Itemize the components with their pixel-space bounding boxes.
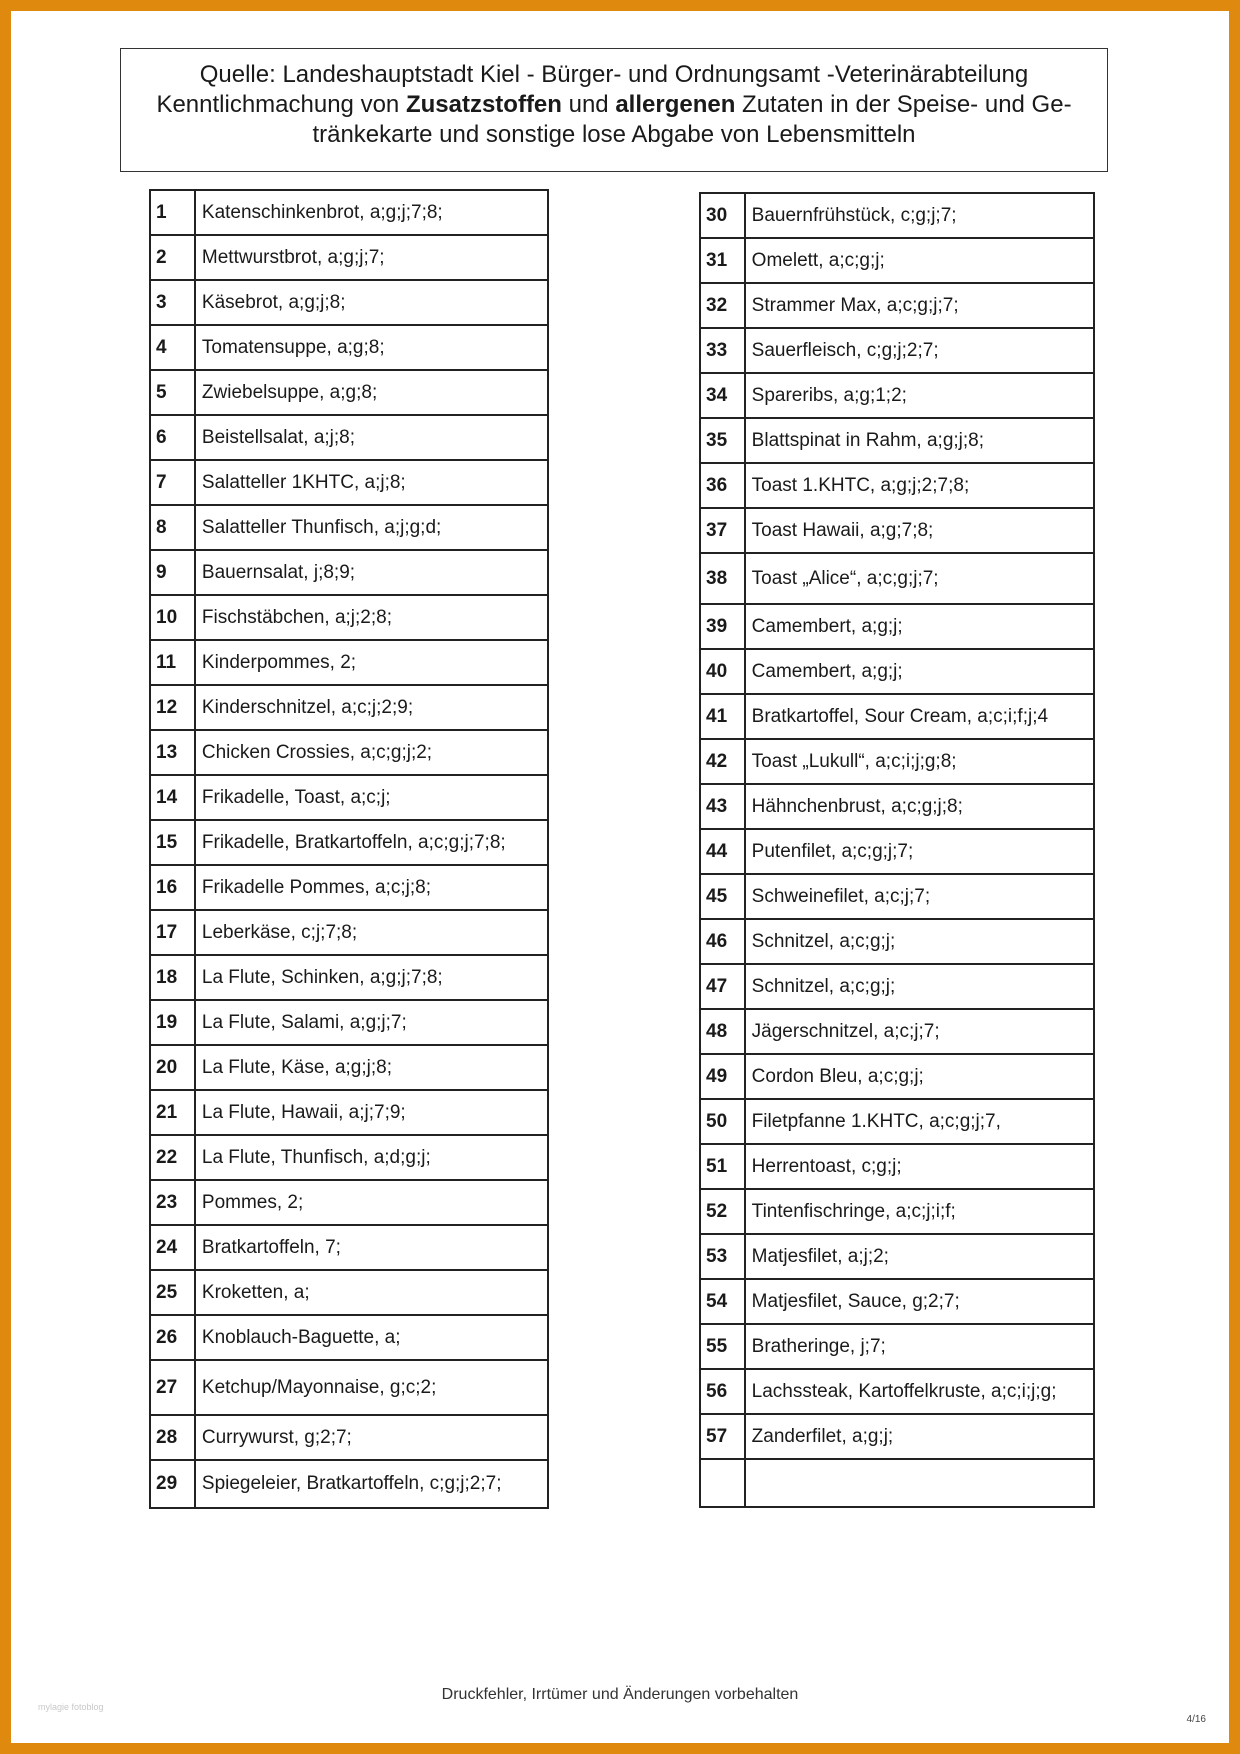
item-description: La Flute, Hawaii, a;j;7;9; — [195, 1090, 548, 1135]
menu-table-left — [149, 189, 549, 1509]
item-number: 44 — [700, 829, 745, 874]
item-description: Blattspinat in Rahm, a;g;j;8; — [745, 418, 1094, 463]
item-description: Matjesfilet, a;j;2; — [745, 1234, 1094, 1279]
item-number: 7 — [150, 460, 195, 505]
item-description: Omelett, a;c;g;j; — [745, 238, 1094, 283]
table-row — [700, 1099, 1094, 1144]
table-row — [700, 1369, 1094, 1414]
item-number: 2 — [150, 235, 195, 280]
table-row — [150, 640, 548, 685]
item-description: Kroketten, a; — [195, 1270, 548, 1315]
item-description: Jägerschnitzel, a;c;j;7; — [745, 1009, 1094, 1054]
item-description: Toast „Alice“, a;c;g;j;7; — [745, 553, 1094, 604]
item-number: 24 — [150, 1225, 195, 1270]
page-number: 4/16 — [1186, 1714, 1206, 1725]
item-number: 38 — [700, 553, 745, 604]
item-number: 42 — [700, 739, 745, 784]
table-row — [700, 604, 1094, 649]
item-description: La Flute, Käse, a;g;j;8; — [195, 1045, 548, 1090]
table-row — [700, 739, 1094, 784]
table-row — [150, 1315, 548, 1360]
item-number: 22 — [150, 1135, 195, 1180]
table-row — [700, 373, 1094, 418]
table-row — [150, 550, 548, 595]
table-row — [700, 463, 1094, 508]
footer-disclaimer: Druckfehler, Irrtümer und Änderungen vorbehalten — [441, 1686, 799, 1703]
item-number: 28 — [150, 1415, 195, 1460]
table-row — [150, 415, 548, 460]
item-number: 5 — [150, 370, 195, 415]
item-number: 46 — [700, 919, 745, 964]
item-description: Tintenfischringe, a;c;j;i;f; — [745, 1189, 1094, 1234]
table-row — [150, 235, 548, 280]
item-number: 20 — [150, 1045, 195, 1090]
item-description: Bratheringe, j;7; — [745, 1324, 1094, 1369]
item-number — [700, 1459, 745, 1507]
item-description: Beistellsalat, a;j;8; — [195, 415, 548, 460]
table-row — [150, 595, 548, 640]
item-description: Schweinefilet, a;c;j;7; — [745, 874, 1094, 919]
item-number: 49 — [700, 1054, 745, 1099]
table-row — [150, 280, 548, 325]
table-row — [700, 508, 1094, 553]
item-description: Bratkartoffel, Sour Cream, a;c;i;f;j;4 — [745, 694, 1094, 739]
table-row — [150, 1000, 548, 1045]
item-description: Herrentoast, c;g;j; — [745, 1144, 1094, 1189]
item-number: 50 — [700, 1099, 745, 1144]
item-description: Frikadelle Pommes, a;c;j;8; — [195, 865, 548, 910]
item-description: Zanderfilet, a;g;j; — [745, 1414, 1094, 1459]
item-number: 29 — [150, 1460, 195, 1508]
item-description: Knoblauch-Baguette, a; — [195, 1315, 548, 1360]
table-row — [150, 775, 548, 820]
table-row — [700, 418, 1094, 463]
header-line-1: Quelle: Landeshauptstadt Kiel - Bürger- und Ordnungsamt -Veterinärabteilung — [199, 61, 1029, 88]
item-number: 37 — [700, 508, 745, 553]
item-number: 14 — [150, 775, 195, 820]
item-description: Bauernfrühstück, c;g;j;7; — [745, 193, 1094, 238]
item-number: 53 — [700, 1234, 745, 1279]
item-number: 45 — [700, 874, 745, 919]
item-description: Cordon Bleu, a;c;g;j; — [745, 1054, 1094, 1099]
table-row — [700, 649, 1094, 694]
item-description: Salatteller Thunfisch, a;j;g;d; — [195, 505, 548, 550]
item-number: 3 — [150, 280, 195, 325]
table-row — [150, 1180, 548, 1225]
item-description: Currywurst, g;2;7; — [195, 1415, 548, 1460]
table-row — [700, 829, 1094, 874]
table-row — [150, 1360, 548, 1415]
table-row — [700, 874, 1094, 919]
item-number: 57 — [700, 1414, 745, 1459]
header-line-2-post: Zutaten in der Speise- und Ge- — [735, 91, 1072, 118]
item-description: Chicken Crossies, a;c;g;j;2; — [195, 730, 548, 775]
header-line-2 — [121, 90, 1107, 120]
item-description: Camembert, a;g;j; — [745, 649, 1094, 694]
item-number: 26 — [150, 1315, 195, 1360]
item-number: 55 — [700, 1324, 745, 1369]
menu-table-right — [699, 192, 1095, 1508]
item-number: 12 — [150, 685, 195, 730]
item-number: 34 — [700, 373, 745, 418]
item-description: Tomatensuppe, a;g;8; — [195, 325, 548, 370]
item-description: Sauerfleisch, c;g;j;2;7; — [745, 328, 1094, 373]
table-row — [150, 1045, 548, 1090]
table-row — [150, 190, 548, 235]
item-description: Kinderschnitzel, a;c;j;2;9; — [195, 685, 548, 730]
item-number: 27 — [150, 1360, 195, 1415]
item-description: La Flute, Schinken, a;g;j;7;8; — [195, 955, 548, 1000]
table-row — [700, 919, 1094, 964]
header-line-3: tränkekarte und sonstige lose Abgabe von Lebensmitteln — [312, 121, 916, 148]
watermark: mylagie fotoblog — [38, 1702, 104, 1712]
item-number: 43 — [700, 784, 745, 829]
table-row — [150, 685, 548, 730]
header-line-2-pre: Kenntlichmachung von — [156, 91, 406, 118]
item-description: Schnitzel, a;c;g;j; — [745, 964, 1094, 1009]
item-number: 25 — [150, 1270, 195, 1315]
item-description: Filetpfanne 1.KHTC, a;c;g;j;7, — [745, 1099, 1094, 1144]
item-description: Matjesfilet, Sauce, g;2;7; — [745, 1279, 1094, 1324]
item-description: La Flute, Salami, a;g;j;7; — [195, 1000, 548, 1045]
item-number: 19 — [150, 1000, 195, 1045]
item-description: Mettwurstbrot, a;g;j;7; — [195, 235, 548, 280]
table-row — [150, 1225, 548, 1270]
item-description: Schnitzel, a;c;g;j; — [745, 919, 1094, 964]
item-number: 47 — [700, 964, 745, 1009]
table-row — [150, 505, 548, 550]
item-number: 54 — [700, 1279, 745, 1324]
item-number: 8 — [150, 505, 195, 550]
item-number: 13 — [150, 730, 195, 775]
table-row — [150, 730, 548, 775]
item-number: 15 — [150, 820, 195, 865]
item-number: 52 — [700, 1189, 745, 1234]
item-number: 23 — [150, 1180, 195, 1225]
item-description: Toast 1.KHTC, a;g;j;2;7;8; — [745, 463, 1094, 508]
item-description: Toast „Lukull“, a;c;i;j;g;8; — [745, 739, 1094, 784]
item-description: Zwiebelsuppe, a;g;8; — [195, 370, 548, 415]
item-number: 39 — [700, 604, 745, 649]
header-box — [120, 48, 1108, 172]
item-description: Strammer Max, a;c;g;j;7; — [745, 283, 1094, 328]
item-description: Bauernsalat, j;8;9; — [195, 550, 548, 595]
item-description: Käsebrot, a;g;j;8; — [195, 280, 548, 325]
table-row — [150, 1270, 548, 1315]
table-row — [700, 238, 1094, 283]
item-description: Fischstäbchen, a;j;2;8; — [195, 595, 548, 640]
item-number: 36 — [700, 463, 745, 508]
item-number: 32 — [700, 283, 745, 328]
table-row — [700, 964, 1094, 1009]
item-description: Frikadelle, Bratkartoffeln, a;c;g;j;7;8; — [195, 820, 548, 865]
table-row — [700, 1189, 1094, 1234]
item-description: Spiegeleier, Bratkartoffeln, c;g;j;2;7; — [195, 1460, 548, 1508]
item-number: 40 — [700, 649, 745, 694]
table-row — [150, 865, 548, 910]
table-row — [700, 1459, 1094, 1507]
item-number: 6 — [150, 415, 195, 460]
item-description: Lachssteak, Kartoffelkruste, a;c;i;j;g; — [745, 1369, 1094, 1414]
item-number: 56 — [700, 1369, 745, 1414]
item-number: 4 — [150, 325, 195, 370]
item-description: La Flute, Thunfisch, a;d;g;j; — [195, 1135, 548, 1180]
item-description: Salatteller 1KHTC, a;j;8; — [195, 460, 548, 505]
item-number: 11 — [150, 640, 195, 685]
table-row — [150, 370, 548, 415]
item-number: 18 — [150, 955, 195, 1000]
item-description: Kinderpommes, 2; — [195, 640, 548, 685]
table-row — [700, 784, 1094, 829]
item-description: Katenschinkenbrot, a;g;j;7;8; — [195, 190, 548, 235]
item-number: 17 — [150, 910, 195, 955]
header-bold-allergenen: allergenen — [615, 91, 736, 118]
table-row — [700, 1324, 1094, 1369]
item-description: Putenfilet, a;c;g;j;7; — [745, 829, 1094, 874]
item-description: Spareribs, a;g;1;2; — [745, 373, 1094, 418]
item-number: 30 — [700, 193, 745, 238]
table-row — [700, 1234, 1094, 1279]
item-number: 21 — [150, 1090, 195, 1135]
table-row — [700, 193, 1094, 238]
item-description: Hähnchenbrust, a;c;g;j;8; — [745, 784, 1094, 829]
item-description — [745, 1459, 1094, 1507]
item-description: Ketchup/Mayonnaise, g;c;2; — [195, 1360, 548, 1415]
table-row — [150, 460, 548, 505]
table-row — [150, 820, 548, 865]
table-row — [150, 1090, 548, 1135]
table-row — [150, 325, 548, 370]
item-number: 33 — [700, 328, 745, 373]
item-number: 35 — [700, 418, 745, 463]
table-row — [700, 328, 1094, 373]
item-number: 48 — [700, 1009, 745, 1054]
table-row — [700, 694, 1094, 739]
table-row — [700, 1009, 1094, 1054]
table-row — [150, 1135, 548, 1180]
table-row — [700, 1414, 1094, 1459]
table-row — [150, 955, 548, 1000]
table-row — [700, 283, 1094, 328]
item-description: Camembert, a;g;j; — [745, 604, 1094, 649]
item-number: 41 — [700, 694, 745, 739]
item-number: 51 — [700, 1144, 745, 1189]
item-number: 31 — [700, 238, 745, 283]
item-description: Frikadelle, Toast, a;c;j; — [195, 775, 548, 820]
table-row — [700, 1279, 1094, 1324]
item-number: 16 — [150, 865, 195, 910]
item-number: 9 — [150, 550, 195, 595]
table-row — [150, 1460, 548, 1508]
item-description: Leberkäse, c;j;7;8; — [195, 910, 548, 955]
table-row — [700, 553, 1094, 604]
item-description: Bratkartoffeln, 7; — [195, 1225, 548, 1270]
item-number: 10 — [150, 595, 195, 640]
item-number: 1 — [150, 190, 195, 235]
table-row — [150, 910, 548, 955]
table-row — [150, 1415, 548, 1460]
item-description: Toast Hawaii, a;g;7;8; — [745, 508, 1094, 553]
header-bold-zusatzstoffen: Zusatzstoffen — [405, 91, 562, 118]
table-row — [700, 1144, 1094, 1189]
item-description: Pommes, 2; — [195, 1180, 548, 1225]
header-line-2-mid: und — [561, 91, 616, 118]
table-row — [700, 1054, 1094, 1099]
